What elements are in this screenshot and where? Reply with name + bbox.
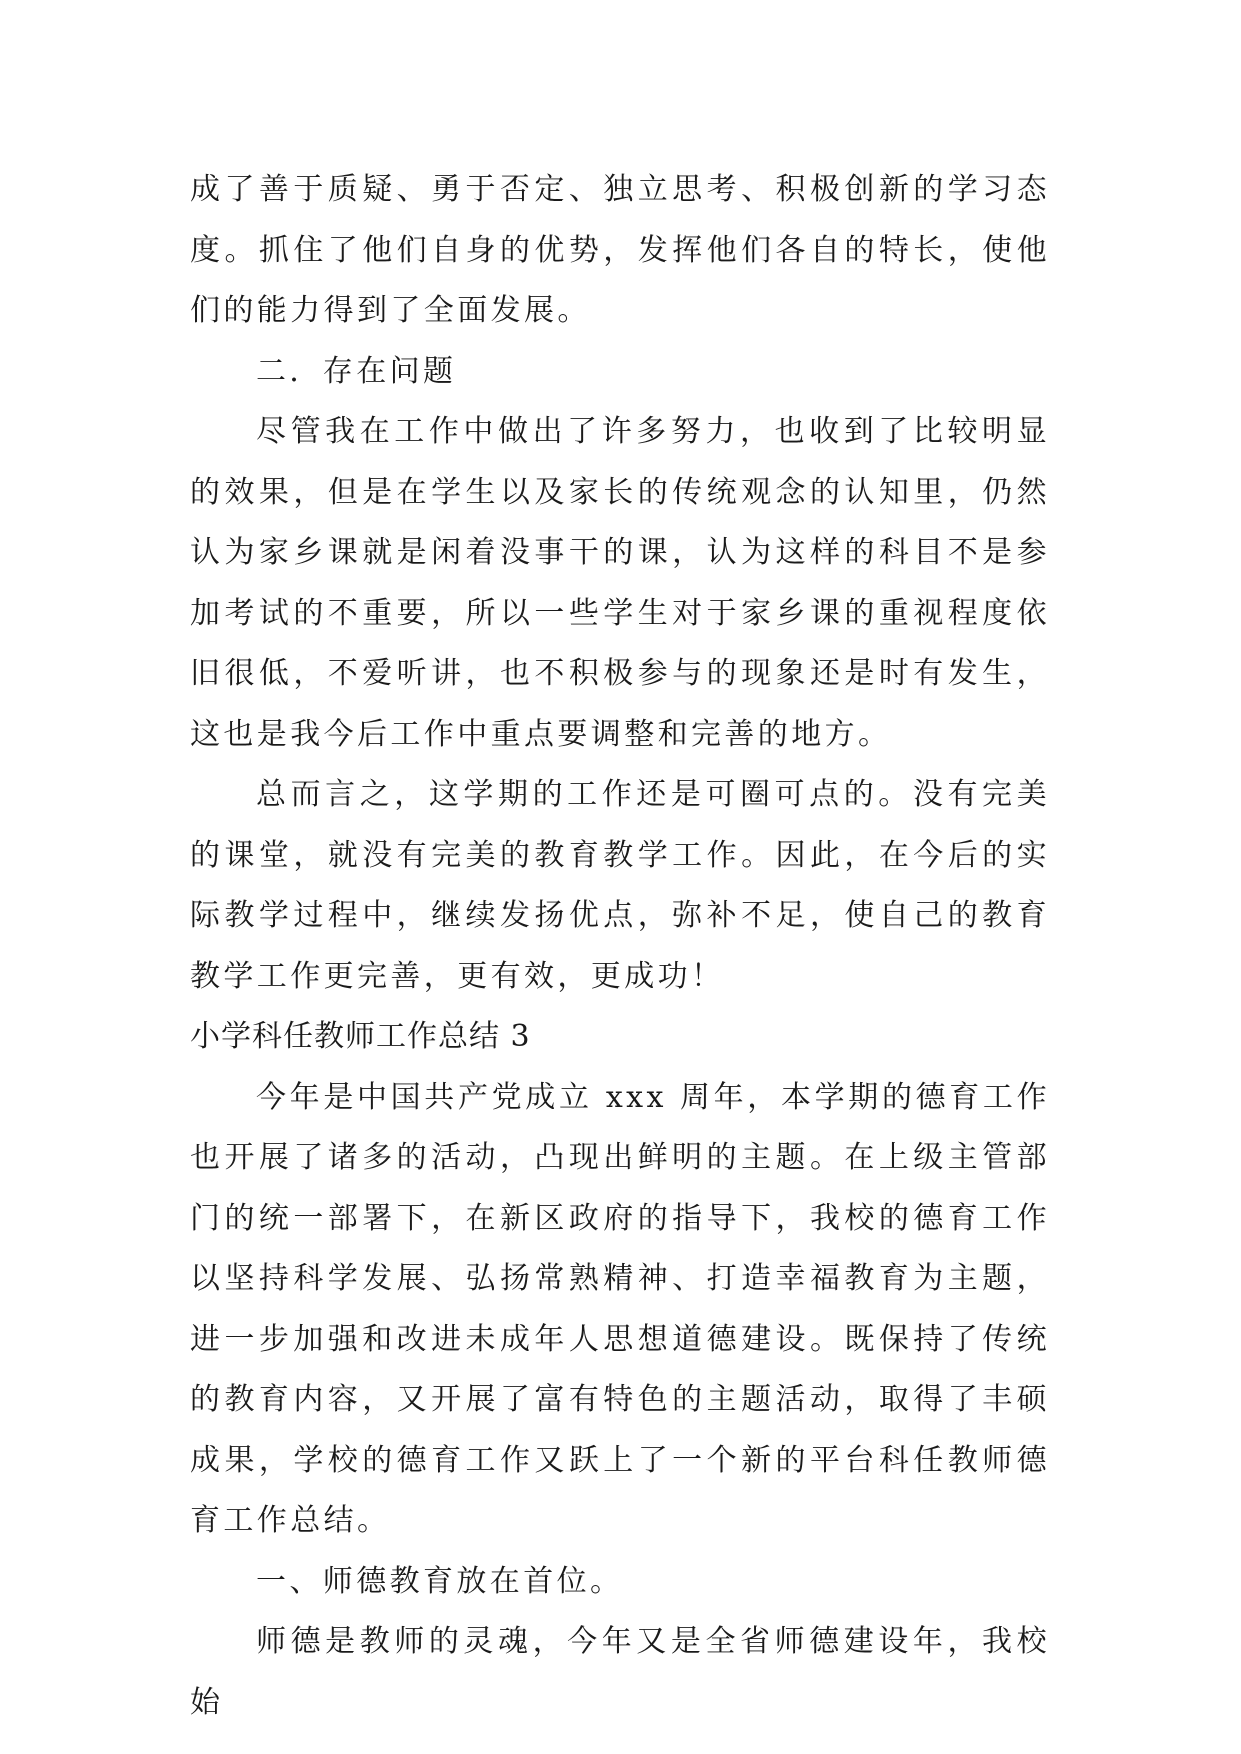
document-body — [190, 160, 1050, 1733]
section-heading-teacher-ethics: 一、师德教育放在首位。 — [256, 1563, 624, 1599]
section-heading-problems: 二．存在问题 — [256, 353, 457, 389]
paragraph-problems: 尽管我在工作中做出了许多努力，也收到了比较明显的效果，但是在学生以及家长的传统观念的认知里，仍然认为家乡课就是闲着没事干的课，认为这样的科目不是参加考试的不重要，所以一些学生对于家乡课的重视程度依旧很低，不爱听讲，也不积极参与的现象还是时有发生，这也是我今后工作中重点要调整和完善的地方。 — [190, 414, 1050, 752]
paragraph-moral-education-intro: 今年是中国共产党成立 xxx 周年，本学期的德育工作也开展了诸多的活动，凸现出鲜明的主题。在上级主管部门的统一部署下，在新区政府的指导下，我校的德育工作以坚持科学发展、弘扬常熟精神、打造幸福教育为主题，进一步加强和改进未成年人思想道德建设。既保持了传统的教育内容，又开展了富有特色的主题活动，取得了丰硕成果，学校的德育工作又跃上了一个新的平台科任教师德育工作总结。 — [190, 1079, 1050, 1538]
paragraph-teacher-ethics: 师德是教师的灵魂，今年又是全省师德建设年，我校始 — [190, 1624, 1050, 1720]
paragraph-conclusion: 总而言之，这学期的工作还是可圈可点的。没有完美的课堂，就没有完美的教育教学工作。因此，在今后的实际教学过程中，继续发扬优点，弥补不足，使自己的教育教学工作更完善，更有效，更成功！ — [190, 777, 1050, 994]
article-title: 小学科任教师工作总结 3 — [190, 1019, 531, 1054]
paragraph-ability-development: 成了善于质疑、勇于否定、独立思考、积极创新的学习态度。抓住了他们自身的优势，发挥他们各自的特长，使他们的能力得到了全面发展。 — [190, 172, 1050, 328]
